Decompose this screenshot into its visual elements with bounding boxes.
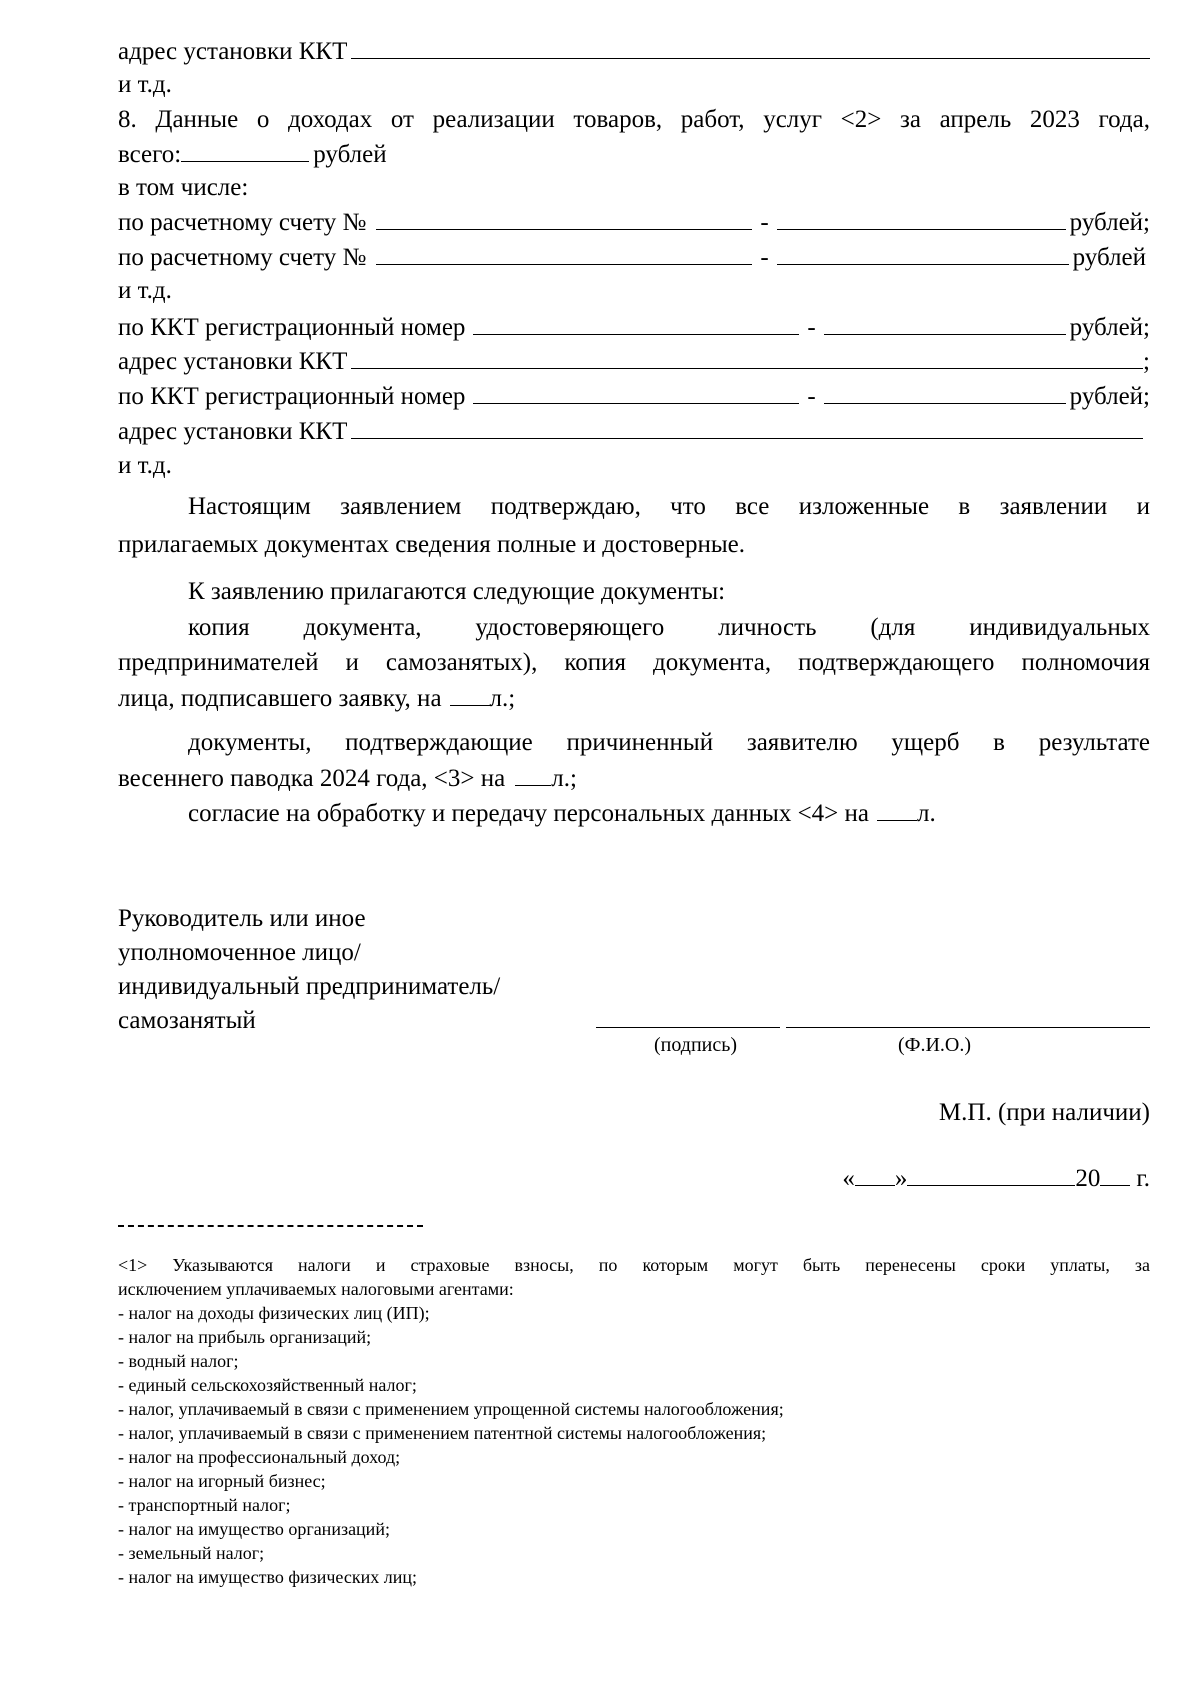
tax-list-item: - налог на доходы физических лиц (ИП); (118, 1303, 430, 1323)
dash: - (760, 244, 769, 271)
kkt-address-line-b (118, 344, 1150, 378)
kkt-unit: рублей; (1069, 314, 1150, 341)
tax-list-item: - налог, уплачиваемый в связи с применением патентной системы налогообложения; (118, 1423, 767, 1443)
kkt-number-blank[interactable] (473, 379, 799, 404)
full-name-blank[interactable] (786, 1027, 1150, 1028)
confirmation-line-2: прилагаемых документах сведения полные и достоверные. (118, 531, 746, 558)
tax-list-item: - налог на игорный бизнес; (118, 1471, 326, 1491)
date-line (818, 1161, 1150, 1195)
footnote-separator (118, 1225, 423, 1227)
month-blank[interactable] (907, 1161, 1075, 1186)
kkt-address-label: адрес установки ККТ (118, 418, 348, 445)
tax-list-item: - налог на профессиональный доход; (118, 1447, 401, 1467)
including-line: в том числе: (118, 174, 249, 201)
line-end: ; (1143, 348, 1150, 375)
signer-role-line-4: самозанятый (118, 1007, 256, 1034)
tax-list-item: - налог на имущество организаций; (118, 1519, 390, 1539)
account-unit: рублей (1072, 244, 1146, 271)
kkt-address-blank[interactable] (351, 34, 1150, 59)
kkt-address-line-c (118, 414, 1143, 448)
tax-list-item: - налог, уплачиваемый в связи с применением упрощенной системы налогообложения; (118, 1399, 784, 1419)
account-number-blank[interactable] (376, 205, 752, 230)
attachments-heading: К заявлению прилагаются следующие документы: (188, 578, 726, 605)
dash: - (807, 383, 816, 410)
year-prefix: 20 (1075, 1165, 1101, 1192)
account-label: по расчетному счету № (118, 209, 367, 236)
etc-line: и т.д. (118, 452, 172, 479)
account-line-2 (118, 240, 1146, 274)
footnote-1-line-2: исключением уплачиваемых налоговыми агентами: (118, 1279, 514, 1299)
total-unit: рублей (313, 141, 387, 168)
kkt-label: по ККТ регистрационный номер (118, 383, 466, 410)
account-label: по расчетному счету № (118, 244, 367, 271)
tax-list-item: - налог на прибыль организаций; (118, 1327, 372, 1347)
pages-suffix: л.; (551, 765, 577, 792)
account-unit: рублей; (1069, 209, 1150, 236)
pages-suffix: л.; (489, 685, 516, 712)
kkt-address-blank[interactable] (351, 344, 1143, 369)
pages-count-blank[interactable] (515, 761, 551, 786)
attachment-1-text: лица, подписавшего заявку, на (118, 685, 442, 712)
day-blank[interactable] (855, 1161, 895, 1186)
tax-list-item: - транспортный налог; (118, 1495, 291, 1515)
kkt-address-blank[interactable] (351, 414, 1143, 439)
kkt-amount-blank[interactable] (824, 379, 1066, 404)
account-amount-blank[interactable] (777, 205, 1066, 230)
dash: - (807, 314, 816, 341)
item-8-total-line (118, 137, 1150, 171)
etc-line: и т.д. (118, 71, 172, 98)
total-amount-blank[interactable] (181, 137, 309, 162)
signer-role-line-2: уполномоченное лицо/ (118, 939, 361, 966)
year-suffix: г. (1136, 1165, 1150, 1192)
kkt-unit: рублей; (1069, 383, 1150, 410)
item-8-heading: 8. Данные о доходах от реализации товаров, работ, услуг <2> за апрель 2023 года, (118, 106, 1150, 133)
signature-blank[interactable] (596, 1027, 780, 1028)
account-amount-blank[interactable] (777, 240, 1069, 265)
tax-list-item: - земельный налог; (118, 1543, 265, 1563)
full-name-caption: (Ф.И.О.) (898, 1034, 972, 1056)
attachment-2-text: весеннего паводка 2024 года, <3> на (118, 765, 506, 792)
attachment-1-line-2: предпринимателей и самозанятых), копия документа, подтверждающего полномочия (118, 649, 1150, 676)
kkt-address-label: адрес установки ККТ (118, 348, 348, 375)
pages-count-blank[interactable] (877, 796, 917, 821)
kkt-address-label: адрес установки ККТ (118, 38, 348, 65)
dash: - (760, 209, 769, 236)
account-number-blank[interactable] (376, 240, 752, 265)
confirmation-line-1: Настоящим заявлением подтверждаю, что все изложенные в заявлении и (188, 493, 1150, 520)
pages-count-blank[interactable] (450, 681, 490, 706)
etc-line: и т.д. (118, 277, 172, 304)
tax-list-item: - единый сельскохозяйственный налог; (118, 1375, 417, 1395)
signature-caption: (подпись) (654, 1034, 738, 1056)
kkt-line-2 (118, 379, 1150, 413)
account-line-1 (118, 205, 1150, 239)
footnote-1-line-1: <1> Указываются налоги и страховые взносы, по которым могут быть перенесены сроки уплаты, за (118, 1255, 1150, 1275)
total-label: всего: (118, 141, 182, 168)
tax-list-item: - налог на имущество физических лиц; (118, 1567, 417, 1587)
date-quote-open: « (842, 1165, 855, 1192)
kkt-amount-blank[interactable] (824, 310, 1066, 335)
kkt-line-1 (118, 310, 1150, 344)
kkt-address-line-a (118, 34, 1150, 68)
attachment-2-line-1: документы, подтверждающие причиненный заявителю ущерб в результате (188, 729, 1150, 756)
tax-list-item: - водный налог; (118, 1351, 239, 1371)
date-quote-close: » (894, 1165, 908, 1192)
attachment-3-text: согласие на обработку и передачу персональных данных <4> на (188, 800, 869, 827)
kkt-label: по ККТ регистрационный номер (118, 314, 466, 341)
attachment-3-line (188, 796, 1150, 830)
attachment-2-line-2 (118, 761, 1150, 795)
year-blank[interactable] (1100, 1161, 1130, 1186)
stamp-note: М.П. (при наличии) (938, 1099, 1150, 1126)
kkt-number-blank[interactable] (473, 310, 799, 335)
signer-role-line-3: индивидуальный предприниматель/ (118, 973, 501, 1000)
signer-role-line-1: Руководитель или иное (118, 905, 366, 932)
attachment-1-line-1: копия документа, удостоверяющего личность (для индивидуальных (188, 614, 1150, 641)
attachment-1-line-3 (118, 681, 1150, 715)
pages-suffix: л. (917, 800, 936, 827)
